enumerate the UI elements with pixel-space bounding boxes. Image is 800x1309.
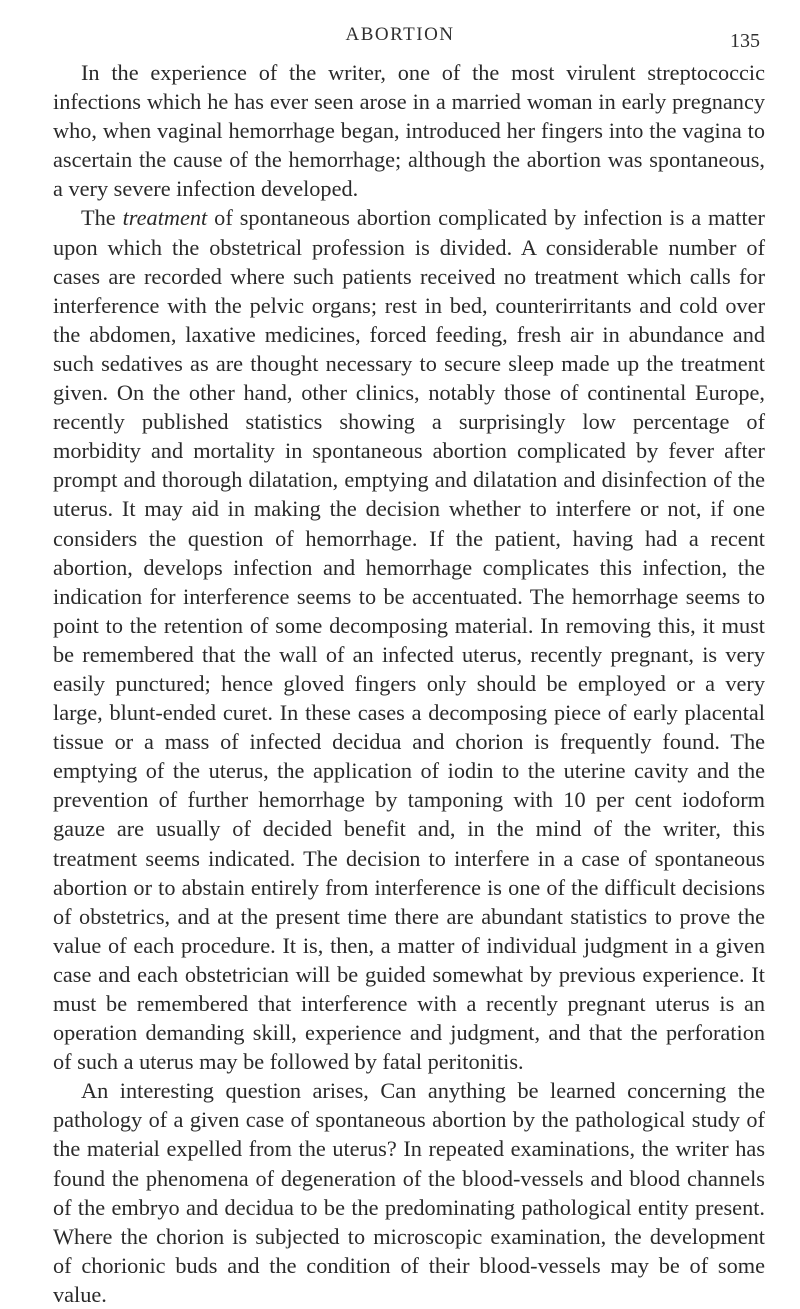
paragraph-treatment xyxy=(53,203,765,1076)
page-number: 135 xyxy=(730,30,760,52)
body-text xyxy=(53,58,765,1309)
running-head-title: ABORTION xyxy=(345,24,455,45)
paragraph-pathology: An interesting question arises, Can anything be learned concerning the pathology of a given case of spontaneous abortion by the pathological study of the material expelled from the uterus? In repeated examinations, the writer has found the phenomena of degeneration of the blood-vessels and blood channels of the embryo and decidua to be the predominating pathological entity present. Where the chorion is subjected to microscopic examination, the development of chorionic buds and the condition of their blood-vessels may be of some value. xyxy=(53,1078,765,1307)
paragraph-treatment-intro: The xyxy=(81,205,123,231)
paragraph-infection-case: In the experience of the writer, one of the most virulent streptococcic infections which he has ever seen arose in a married woman in early pregnancy who, when vaginal hemorrhage began, introduced her fingers into the vagina to ascertain the cause of the hemorrhage; although the abortion was spontaneous, a very severe infection developed. xyxy=(53,60,765,202)
treatment-term: treatment xyxy=(122,205,208,231)
paragraph-treatment-body: of spontaneous abortion complicated by infection is a matter upon which the obstetrical profession is divided. A considerable number of cases are recorded where such patients received no treatment which calls for interference with the pelvic organs; rest in bed, counterirritants and cold over the abdomen, laxative medicines, forced feeding, fresh air in abundance and such sedatives as are thought necessary to secure sleep made up the treatment given. On the other hand, other clinics, notably those of continental Europe, recently published statistics showing a surprisingly low percentage of morbidity and mortality in spontaneous abortion complicated by fever after prompt and thorough dilatation, emptying and dilatation and disinfection of the uterus. It may aid in making the decision whether to interfere or not, if one considers the question of hemorrhage. If the patient, having had a recent abortion, develops infection and hemorrhage complicates this infection, the indication for interference seems to be accentuated. The hemorrhage seems to point to the retention of some decomposing material. In removing this, it must be remembered that the wall of an infected uterus, recently pregnant, is very easily punctured; hence gloved fingers only should be employed or a very large, blunt-ended curet. In these cases a decomposing piece of early placental tissue or a mass of infected decidua and chorion is frequently found. The emptying of the uterus, the application of iodin to the uterine cavity and the prevention of further hemorrhage by tamponing with 10 per cent iodoform gauze are usually of decided benefit and, in the mind of the writer, this treatment seems indicated. The decision to interfere in a case of spontaneous abortion or to abstain entirely from interference is one of the difficult decisions of obstetrics, and at the present time there are abundant statistics to prove the value of each procedure. It is, then, a matter of individual judgment in a given case and each obstetrician will be guided somewhat by previous experience. It must be remembered that interference with a recently pregnant uterus is an operation demanding skill, experience and judgment, and that the perforation of such a uterus may be followed by fatal peritonitis. xyxy=(53,205,765,1075)
